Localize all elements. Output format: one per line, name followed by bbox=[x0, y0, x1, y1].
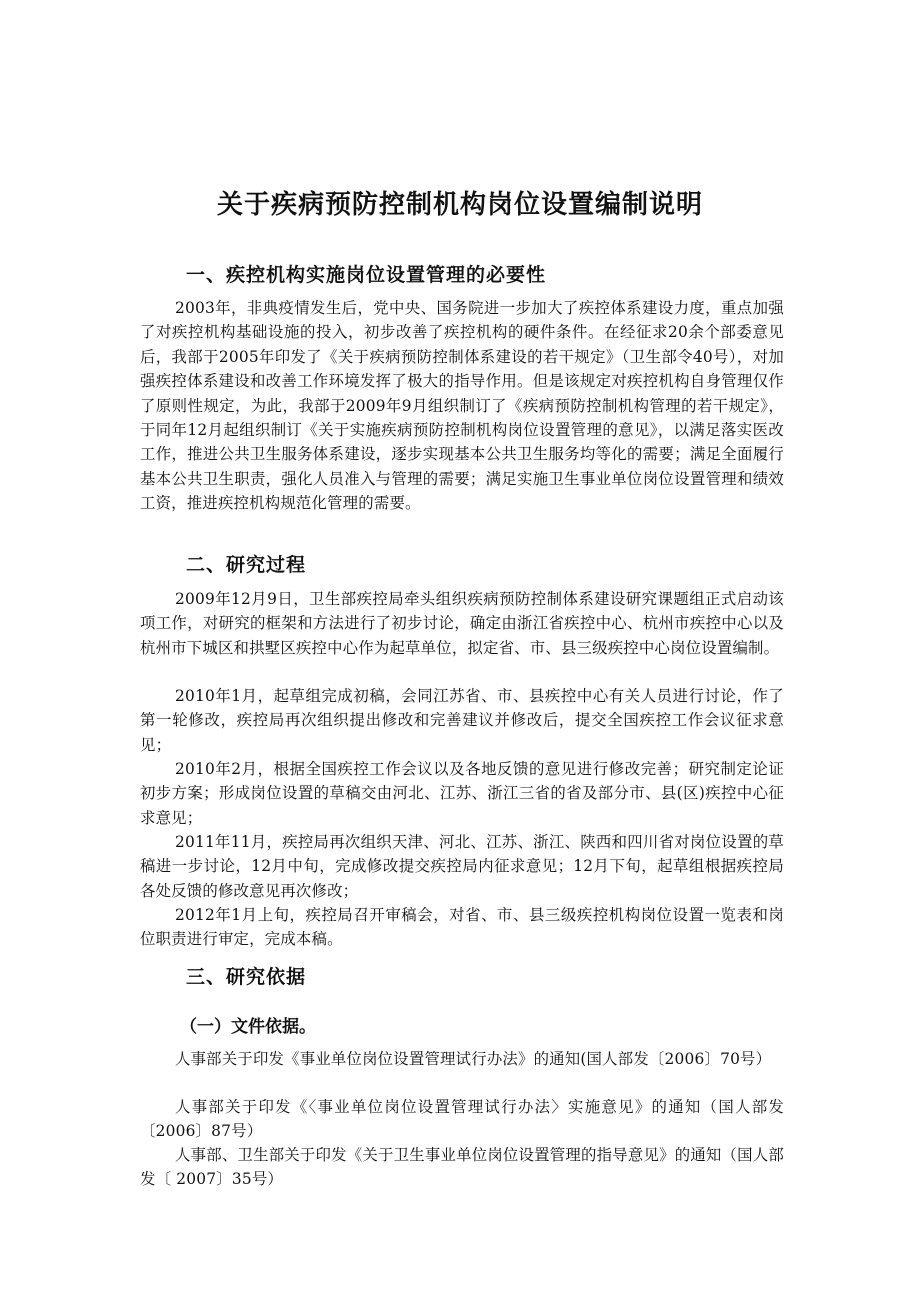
paragraph-basis-document-2: 人事部关于印发《〈事业单位岗位设置管理试行办法〉实施意见》的通知（国人部发〔2006〕87号） bbox=[140, 1098, 784, 1141]
section-heading-research-process: 二、研究过程 bbox=[186, 554, 307, 576]
section-heading-necessity: 一、疾控机构实施岗位设置管理的必要性 bbox=[186, 264, 547, 286]
paragraph-process-2010-jan: 2010年1月，起草组完成初稿，会同江苏省、市、县疾控中心有关人员进行讨论，作了第一轮修改，疾控局再次组织提出修改和完善建议并修改后，提交全国疾控工作会议征求意见； bbox=[140, 687, 784, 754]
section-heading-research-basis: 三、研究依据 bbox=[186, 966, 307, 988]
page-title: 关于疾病预防控制机构岗位设置编制说明 bbox=[216, 190, 703, 220]
paragraph-basis-document-3: 人事部、卫生部关于印发《关于卫生事业单位岗位设置管理的指导意见》的通知（国人部发〔 2007〕35号） bbox=[140, 1146, 784, 1189]
paragraph-process-2012-jan: 2012年1月上旬，疾控局召开审稿会，对省、市、县三级疾控机构岗位设置一览表和岗位职责进行审定，完成本稿。 bbox=[140, 906, 784, 949]
subsection-heading-document-basis: （一）文件依据。 bbox=[180, 1017, 316, 1037]
paragraph-necessity: 2003年，非典疫情发生后，党中央、国务院进一步加大了疾控体系建设力度，重点加强了对疾控机构基础设施的投入，初步改善了疾控机构的硬件条件。在经征求20余个部委意见后，我部于2005年印发了《关于疾病预防控制体系建设的若干规定》（卫生部令40号），对加强疾控体系建设和改善工作环境发挥了极大的指导作用。但是该规定对疾控机构自身管理仅作了原则性规定，为此，我部于2009年9月组织制订了《疾病预防控制机构管理的若干规定》，于同年12月起组织制订《关于实施疾病预防控制机构岗位设置管理的意见》，以满足落实医改工作，推进公共卫生服务体系建设，逐步实现基本公共卫生服务均等化的需要；满足全面履行基本公共卫生职责，强化人员准入与管理的需要；满足实施卫生事业单位岗位设置管理和绩效工资，推进疾控机构规范化管理的需要。 bbox=[140, 299, 784, 513]
paragraph-process-2010-feb: 2010年2月，根据全国疾控工作会议以及各地反馈的意见进行修改完善；研究制定论证初步方案；形成岗位设置的草稿交由河北、江苏、浙江三省的省及部分市、县(区)疾控中心征求意见； bbox=[140, 760, 784, 827]
paragraph-process-2011-nov: 2011年11月，疾控局再次组织天津、河北、江苏、浙江、陕西和四川省对岗位设置的草稿进一步讨论，12月中旬，完成修改提交疾控局内征求意见；12月下旬，起草组根据疾控局各处反馈的修改意见再次修改； bbox=[140, 833, 784, 900]
paragraph-process-2009: 2009年12月9日，卫生部疾控局牵头组织疾病预防控制体系建设研究课题组正式启动该项工作，对研究的框架和方法进行了初步讨论，确定由浙江省疾控中心、杭州市疾控中心以及杭州市下城区和拱墅区疾控中心作为起草单位，拟定省、市、县三级疾控中心岗位设置编制。 bbox=[140, 590, 784, 657]
paragraph-basis-document-1: 人事部关于印发《事业单位岗位设置管理试行办法》的通知(国人部发〔2006〕70号） bbox=[175, 1050, 772, 1068]
